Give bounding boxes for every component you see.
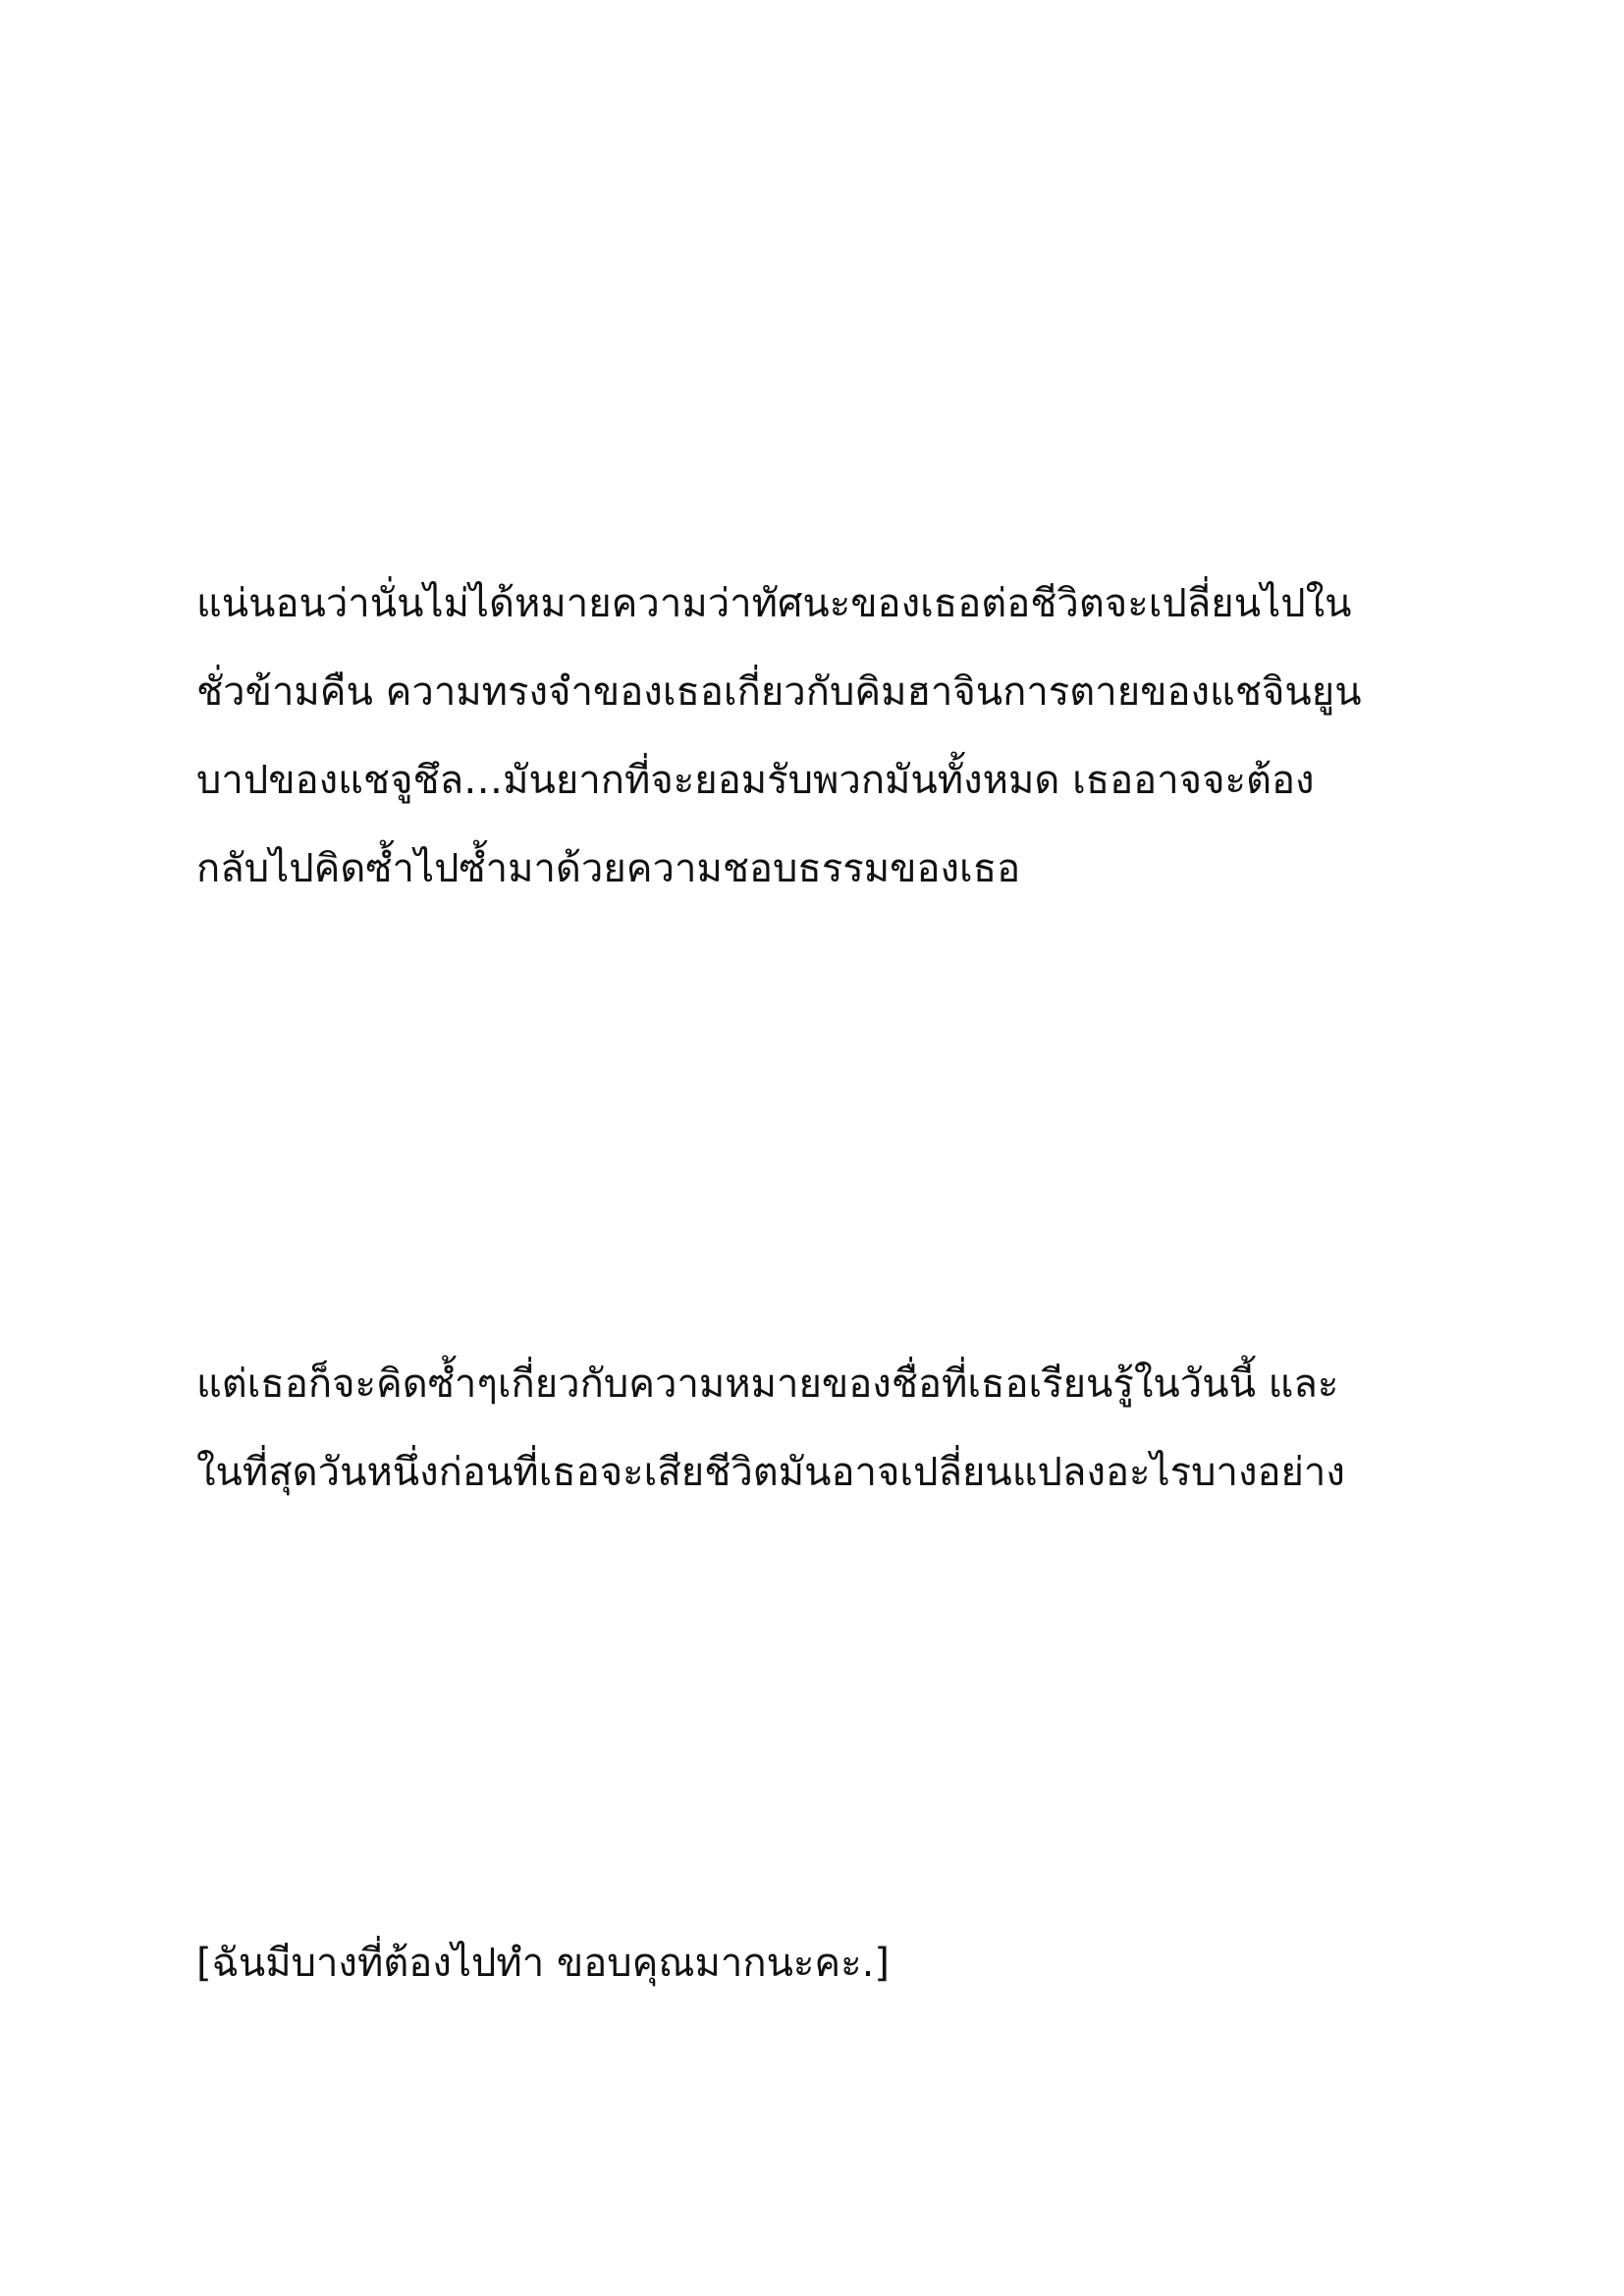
paragraph-1-line-2: ชั่วข้ามคืน ความทรงจำของเธอเกี่ยวกับคิมฮาจินการตายของแชจินยูน (196, 669, 1362, 715)
paragraph-2-line-2: ในที่สุดวันหนึ่งก่อนที่เธอจะเสียชีวิตมันอาจเปลี่ยนแปลงอะไรบางอย่าง (196, 1450, 1345, 1495)
paragraph-1-line-4: กลับไปคิดซ้ำไปซ้ำมาด้วยความชอบธรรมของเธอ (196, 846, 1021, 891)
paragraph-3-line-1: [ฉันมีบางที่ต้องไปทำ ขอบคุณมากนะคะ.] (196, 1941, 890, 1986)
paragraph-1 (196, 560, 1473, 913)
paragraph-1-line-1: แน่นอนว่านั่นไม่ได้หมายความว่าทัศนะของเธอต่อชีวิตจะเปลี่ยนไปใน (196, 581, 1352, 626)
paragraph-3 (196, 1919, 1473, 2007)
paragraph-1-line-3: บาปของแชจูชึล…มันยากที่จะยอมรับพวกมันทั้งหมด เธออาจจะต้อง (196, 758, 1315, 803)
paragraph-2-line-1: แต่เธอก็จะคิดซ้ำๆเกี่ยวกับความหมายของชื่อที่เธอเรียนรู้ในวันนี้ และ (196, 1362, 1339, 1407)
paragraph-2 (196, 1340, 1473, 1517)
